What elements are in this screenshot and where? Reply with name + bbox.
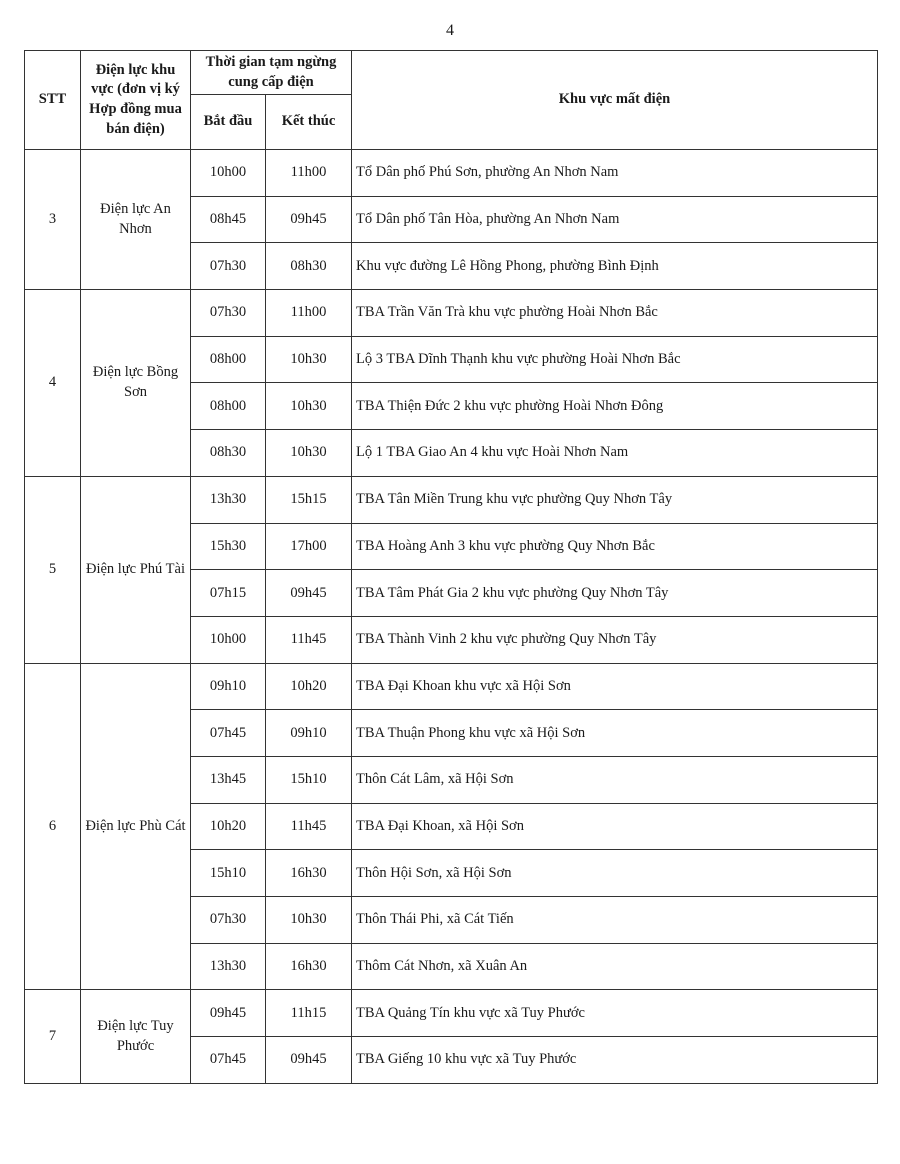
area-cell: TBA Quảng Tín khu vực xã Tuy Phước xyxy=(352,990,878,1037)
end-time-cell: 11h00 xyxy=(266,290,352,337)
end-time-cell: 16h30 xyxy=(266,850,352,897)
start-time-cell: 10h20 xyxy=(191,803,266,850)
table-row xyxy=(25,290,878,337)
area-cell: TBA Trần Văn Trà khu vực phường Hoài Nhơn Bắc xyxy=(352,290,878,337)
end-time-cell: 09h45 xyxy=(266,570,352,617)
end-time-cell: 09h45 xyxy=(266,196,352,243)
end-time-cell: 10h30 xyxy=(266,430,352,477)
table-row xyxy=(25,150,878,197)
area-cell: Khu vực đường Lê Hồng Phong, phường Bình Định xyxy=(352,243,878,290)
start-time-cell: 08h30 xyxy=(191,430,266,477)
start-time-cell: 07h30 xyxy=(191,290,266,337)
area-cell: TBA Tân Miền Trung khu vực phường Quy Nhơn Tây xyxy=(352,476,878,523)
table-row xyxy=(25,663,878,710)
area-cell: Thôn Thái Phi, xã Cát Tiến xyxy=(352,897,878,944)
start-time-cell: 07h30 xyxy=(191,243,266,290)
end-time-cell: 15h15 xyxy=(266,476,352,523)
start-time-cell: 13h45 xyxy=(191,756,266,803)
start-time-cell: 15h30 xyxy=(191,523,266,570)
area-cell: TBA Thuận Phong khu vực xã Hội Sơn xyxy=(352,710,878,757)
end-time-cell: 10h30 xyxy=(266,897,352,944)
start-time-cell: 07h45 xyxy=(191,1037,266,1084)
area-cell: TBA Thiện Đức 2 khu vực phường Hoài Nhơn Đông xyxy=(352,383,878,430)
area-cell: TBA Đại Khoan khu vực xã Hội Sơn xyxy=(352,663,878,710)
start-time-cell: 07h45 xyxy=(191,710,266,757)
power-outage-table xyxy=(24,50,878,1084)
start-time-cell: 13h30 xyxy=(191,943,266,990)
start-time-cell: 09h10 xyxy=(191,663,266,710)
stt-cell: 6 xyxy=(25,663,81,990)
end-time-cell: 10h30 xyxy=(266,336,352,383)
start-time-cell: 08h00 xyxy=(191,383,266,430)
header-start: Bắt đầu xyxy=(191,95,266,150)
area-cell: TBA Giếng 10 khu vực xã Tuy Phước xyxy=(352,1037,878,1084)
end-time-cell: 17h00 xyxy=(266,523,352,570)
unit-cell: Điện lực Bồng Sơn xyxy=(81,290,191,477)
page-number: 4 xyxy=(446,22,454,39)
start-time-cell: 08h00 xyxy=(191,336,266,383)
end-time-cell: 15h10 xyxy=(266,756,352,803)
end-time-cell: 11h45 xyxy=(266,803,352,850)
area-cell: Lộ 1 TBA Giao An 4 khu vực Hoài Nhơn Nam xyxy=(352,430,878,477)
stt-cell: 5 xyxy=(25,476,81,663)
table-header xyxy=(25,51,878,150)
end-time-cell: 11h45 xyxy=(266,616,352,663)
area-cell: Lộ 3 TBA Dĩnh Thạnh khu vực phường Hoài Nhơn Bắc xyxy=(352,336,878,383)
end-time-cell: 09h45 xyxy=(266,1037,352,1084)
unit-cell: Điện lực Phú Tài xyxy=(81,476,191,663)
end-time-cell: 16h30 xyxy=(266,943,352,990)
stt-cell: 3 xyxy=(25,150,81,290)
table-row xyxy=(25,476,878,523)
stt-cell: 4 xyxy=(25,290,81,477)
start-time-cell: 09h45 xyxy=(191,990,266,1037)
end-time-cell: 11h00 xyxy=(266,150,352,197)
area-cell: Thôn Cát Lâm, xã Hội Sơn xyxy=(352,756,878,803)
header-time-group: Thời gian tạm ngừng cung cấp điện xyxy=(191,51,352,95)
header-unit: Điện lực khu vực (đơn vị ký Hợp đồng mua bán điện) xyxy=(81,51,191,150)
area-cell: Tổ Dân phố Phú Sơn, phường An Nhơn Nam xyxy=(352,150,878,197)
area-cell: Thôn Hội Sơn, xã Hội Sơn xyxy=(352,850,878,897)
end-time-cell: 10h30 xyxy=(266,383,352,430)
start-time-cell: 10h00 xyxy=(191,150,266,197)
unit-cell: Điện lực An Nhơn xyxy=(81,150,191,290)
start-time-cell: 10h00 xyxy=(191,616,266,663)
header-area: Khu vực mất điện xyxy=(352,51,878,150)
start-time-cell: 15h10 xyxy=(191,850,266,897)
header-end: Kết thúc xyxy=(266,95,352,150)
start-time-cell: 07h15 xyxy=(191,570,266,617)
area-cell: Tổ Dân phố Tân Hòa, phường An Nhơn Nam xyxy=(352,196,878,243)
start-time-cell: 13h30 xyxy=(191,476,266,523)
unit-cell: Điện lực Phù Cát xyxy=(81,663,191,990)
start-time-cell: 07h30 xyxy=(191,897,266,944)
table-row xyxy=(25,990,878,1037)
area-cell: TBA Tâm Phát Gia 2 khu vực phường Quy Nhơn Tây xyxy=(352,570,878,617)
area-cell: TBA Thành Vinh 2 khu vực phường Quy Nhơn Tây xyxy=(352,616,878,663)
end-time-cell: 08h30 xyxy=(266,243,352,290)
start-time-cell: 08h45 xyxy=(191,196,266,243)
unit-cell: Điện lực Tuy Phước xyxy=(81,990,191,1083)
area-cell: TBA Đại Khoan, xã Hội Sơn xyxy=(352,803,878,850)
end-time-cell: 10h20 xyxy=(266,663,352,710)
end-time-cell: 11h15 xyxy=(266,990,352,1037)
stt-cell: 7 xyxy=(25,990,81,1083)
area-cell: TBA Hoàng Anh 3 khu vực phường Quy Nhơn Bắc xyxy=(352,523,878,570)
end-time-cell: 09h10 xyxy=(266,710,352,757)
area-cell: Thôm Cát Nhơn, xã Xuân An xyxy=(352,943,878,990)
table-body xyxy=(25,150,878,1084)
header-stt: STT xyxy=(25,51,81,150)
